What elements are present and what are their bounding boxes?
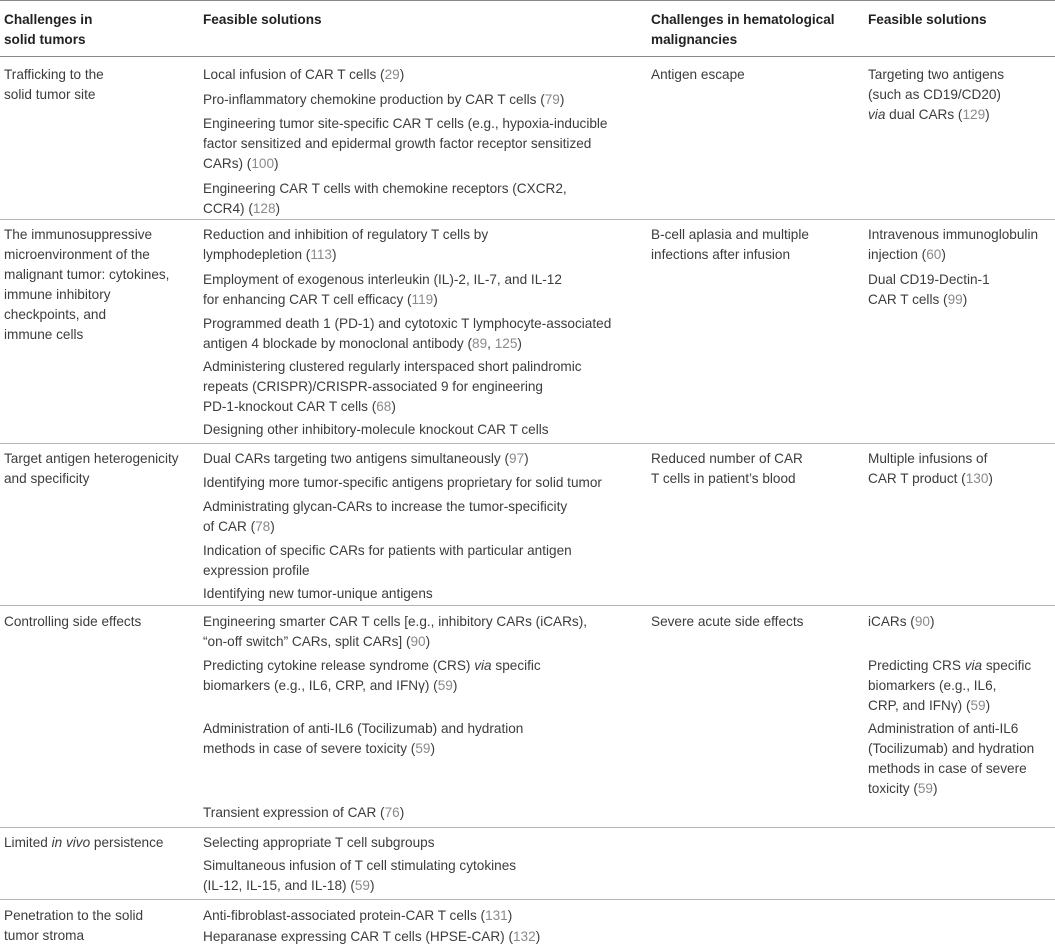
row6-solution-2: Heparanase expressing CAR T cells (HPSE-CAR) (132): [203, 929, 541, 944]
row2-heme-challenge: B-cell aplasia and multiple infections after infusion: [651, 227, 809, 262]
row1-solution-2: Pro-inflammatory chemokine production by CAR T cells (79): [203, 92, 565, 107]
row4-heme-solution-3: Administration of anti-IL6 (Tocilizumab) and hydration methods in case of severe toxicity (59): [868, 721, 1035, 796]
row-divider: [0, 827, 1055, 828]
row3-solution-4: Indication of specific CARs for patients with particular antigen expression profile: [203, 543, 572, 578]
row-divider: [0, 219, 1055, 220]
row2-heme-solution-1: Intravenous immunoglobulin injection (60): [868, 227, 1039, 262]
row-divider: [0, 899, 1055, 900]
row4-heme-solution-2: Predicting CRS via specific biomarkers (e.g., IL6, CRP, and IFNγ) (59): [868, 658, 1032, 713]
row2-solution-2: Employment of exogenous interleukin (IL)-2, IL-7, and IL-12 for enhancing CAR T cell efficacy (119): [203, 272, 562, 307]
row1-solution-4: Engineering CAR T cells with chemokine receptors (CXCR2, CCR4) (128): [203, 181, 567, 216]
row6-solution-1: Anti-fibroblast-associated protein-CAR T cells (131): [203, 908, 513, 923]
row1-challenge: Trafficking to the solid tumor site: [4, 67, 104, 102]
header-challenges-hematological: Challenges in hematological malignancies: [651, 12, 835, 47]
row4-solution-2: Predicting cytokine release syndrome (CRS) via specific biomarkers (e.g., IL6, CRP, and IFNγ) (59): [203, 658, 541, 693]
row4-challenge: Controlling side effects: [4, 614, 142, 629]
row4-heme-challenge: Severe acute side effects: [651, 614, 804, 629]
row1-heme-solution: Targeting two antigens (such as CD19/CD20) via dual CARs (129): [868, 67, 1005, 122]
row4-solution-3: Administration of anti-IL6 (Tocilizumab) and hydration methods in case of severe toxicity (59): [203, 721, 524, 756]
header-challenges-solid: Challenges in solid tumors: [4, 12, 93, 47]
row4-heme-solution-1: iCARs (90): [868, 614, 935, 629]
header-feasible-solutions-1: Feasible solutions: [203, 12, 322, 27]
row5-challenge: Limited in vivo persistence: [4, 835, 164, 850]
row-divider: [0, 605, 1055, 606]
table-top-rule: [0, 0, 1055, 1]
row1-heme-challenge: Antigen escape: [651, 67, 745, 82]
row5-solution-2: Simultaneous infusion of T cell stimulating cytokines (IL-12, IL-15, and IL-18) (59): [203, 858, 517, 893]
row3-challenge: Target antigen heterogenicity and specificity: [4, 451, 179, 486]
row-divider: [0, 443, 1055, 444]
row2-solution-5: Designing other inhibitory-molecule knockout CAR T cells: [203, 422, 549, 437]
row3-solution-1: Dual CARs targeting two antigens simultaneously (97): [203, 451, 529, 466]
row2-challenge: The immunosuppressive microenvironment of the malignant tumor: cytokines, immune inhibitory checkpoints, and immune cells: [4, 227, 170, 342]
header-feasible-solutions-2: Feasible solutions: [868, 12, 987, 27]
row6-challenge: Penetration to the solid tumor stroma: [4, 908, 144, 943]
row2-solution-1: Reduction and inhibition of regulatory T cells by lymphodepletion (113): [203, 227, 489, 262]
row5-solution-1: Selecting appropriate T cell subgroups: [203, 835, 435, 850]
row3-heme-challenge: Reduced number of CAR T cells in patient’s blood: [651, 451, 803, 486]
row4-solution-4: Transient expression of CAR (76): [203, 805, 405, 820]
row2-solution-3: Programmed death 1 (PD-1) and cytotoxic T lymphocyte-associated antigen 4 blockade by monoclonal antibody (89, 125): [203, 316, 612, 351]
row1-solution-3: Engineering tumor site-specific CAR T cells (e.g., hypoxia-inducible factor sensitized and epidermal growth factor receptor sensitized CARs) (100): [203, 116, 608, 171]
row1-solution-1: Local infusion of CAR T cells (29): [203, 67, 405, 82]
header-rule: [0, 56, 1055, 57]
row2-heme-solution-2: Dual CD19-Dectin-1 CAR T cells (99): [868, 272, 990, 307]
row2-solution-4: Administering clustered regularly interspaced short palindromic repeats (CRISPR)/CRISPR-associated 9 for engineering PD-1-knockout CAR T cells (68): [203, 359, 582, 414]
row3-solution-3: Administrating glycan-CARs to increase the tumor-specificity of CAR (78): [203, 499, 568, 534]
row3-solution-5: Identifying new tumor-unique antigens: [203, 586, 433, 601]
row3-heme-solution: Multiple infusions of CAR T product (130): [868, 451, 993, 486]
row3-solution-2: Identifying more tumor-specific antigens proprietary for solid tumor: [203, 475, 602, 490]
row4-solution-1: Engineering smarter CAR T cells [e.g., inhibitory CARs (iCARs), “on-off switch” CARs, split CARs] (90): [203, 614, 588, 649]
